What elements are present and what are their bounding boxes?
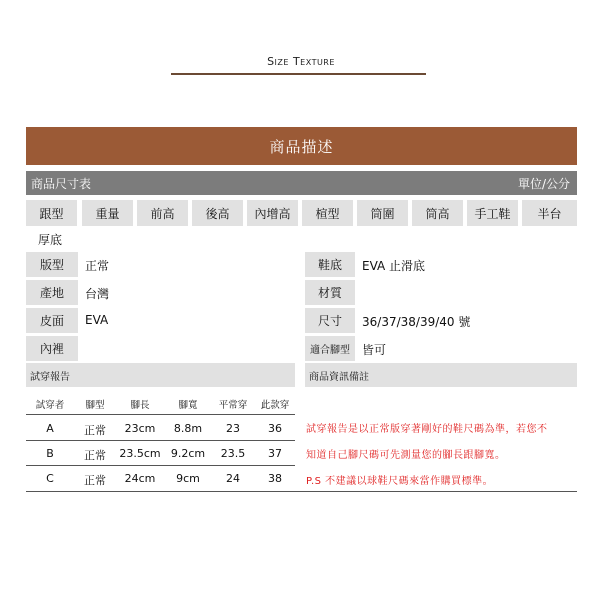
col-last-type: 楦型 — [302, 200, 353, 226]
report-header-foot-type: 腳型 — [85, 400, 105, 411]
report-row-b-this-size: 37 — [268, 447, 282, 460]
col-heel-type: 跟型 — [26, 200, 77, 226]
spec-label-upper: 皮面 — [26, 308, 78, 333]
report-header-foot-width: 腳寬 — [178, 400, 198, 411]
notes-title-bar — [305, 363, 577, 387]
report-row-c-this-size: 38 — [268, 472, 282, 485]
report-row-b-foot-type: 正常 — [84, 449, 106, 462]
report-header-foot-length: 腳長 — [130, 400, 150, 411]
col-shaft-height: 筒高 — [412, 200, 463, 226]
col-inner-height: 內增高 — [247, 200, 298, 226]
report-row-a-this-size: 36 — [268, 422, 282, 435]
report-title-bar — [26, 363, 295, 387]
title-underline — [171, 73, 426, 75]
report-row-c-usual-size: 24 — [226, 472, 240, 485]
size-texture-title: Size Texture — [267, 55, 335, 68]
spec-value-origin: 台灣 — [85, 287, 110, 301]
report-row-a-foot-width: 8.8m — [173, 422, 203, 435]
spec-value-foot-type: 皆可 — [362, 343, 387, 357]
report-row-b-usual-size: 23.5 — [220, 447, 246, 460]
spec-label-version: 版型 — [26, 252, 78, 277]
col-back-height: 後高 — [192, 200, 243, 226]
report-row-b-tester: B — [46, 447, 54, 460]
spec-label-size: 尺寸 — [305, 308, 355, 333]
banner-title: 商品描述 — [269, 137, 334, 156]
report-row-b-foot-width: 9.2cm — [170, 447, 206, 460]
report-row-b-foot-length: 23.5cm — [119, 447, 161, 460]
table-bottom-line — [26, 491, 577, 492]
report-header-tester: 試穿者 — [35, 400, 65, 411]
spec-label-origin: 產地 — [26, 280, 78, 305]
report-row-a-foot-type: 正常 — [84, 424, 106, 437]
note-line-3: P.S 不建議以球鞋尺碼來當作購買標準。 — [306, 476, 494, 487]
size-table-bar — [26, 171, 577, 195]
col-weight: 重量 — [82, 200, 133, 226]
extra-label-platform: 厚底 — [38, 233, 63, 247]
spec-value-upper: EVA — [85, 313, 109, 327]
col-half-platform: 半台 — [522, 200, 577, 226]
spec-label-lining: 內裡 — [26, 336, 78, 361]
report-title: 試穿報告 — [30, 371, 70, 383]
report-row-c-tester: C — [46, 472, 54, 485]
report-row-c-foot-width: 9cm — [176, 472, 200, 485]
col-shaft-circumference: 筒圍 — [357, 200, 408, 226]
report-row-a-usual-size: 23 — [226, 422, 240, 435]
report-row-divider — [26, 465, 295, 466]
report-header-divider — [26, 414, 295, 415]
report-row-a-foot-length: 23cm — [124, 422, 156, 435]
report-header-this-size: 此款穿 — [260, 400, 290, 411]
report-row-divider — [26, 440, 295, 441]
notes-title: 商品資訊備註 — [309, 371, 369, 383]
report-row-a-tester: A — [46, 422, 54, 435]
report-row-c-foot-length: 24cm — [124, 472, 156, 485]
size-table-unit: 單位/公分 — [517, 177, 570, 191]
spec-label-sole: 鞋底 — [305, 252, 355, 277]
spec-value-sole: EVA 止滑底 — [362, 259, 426, 273]
col-front-height: 前高 — [137, 200, 188, 226]
spec-label-material: 材質 — [305, 280, 355, 305]
report-header-usual-size: 平常穿 — [218, 400, 248, 411]
spec-label-foot-type: 適合腳型 — [305, 336, 355, 361]
note-line-1: 試穿報告是以正常版穿著剛好的鞋尺碼為準，若您不 — [306, 424, 548, 435]
report-row-c-foot-type: 正常 — [84, 474, 106, 487]
note-line-2: 知道自己腳尺碼可先測量您的腳長跟腳寬。 — [306, 450, 506, 461]
col-handmade: 手工鞋 — [467, 200, 518, 226]
product-description-banner — [26, 127, 577, 165]
size-table-label: 商品尺寸表 — [31, 177, 92, 191]
spec-value-version: 正常 — [85, 259, 110, 273]
spec-value-size: 36/37/38/39/40 號 — [362, 315, 471, 329]
